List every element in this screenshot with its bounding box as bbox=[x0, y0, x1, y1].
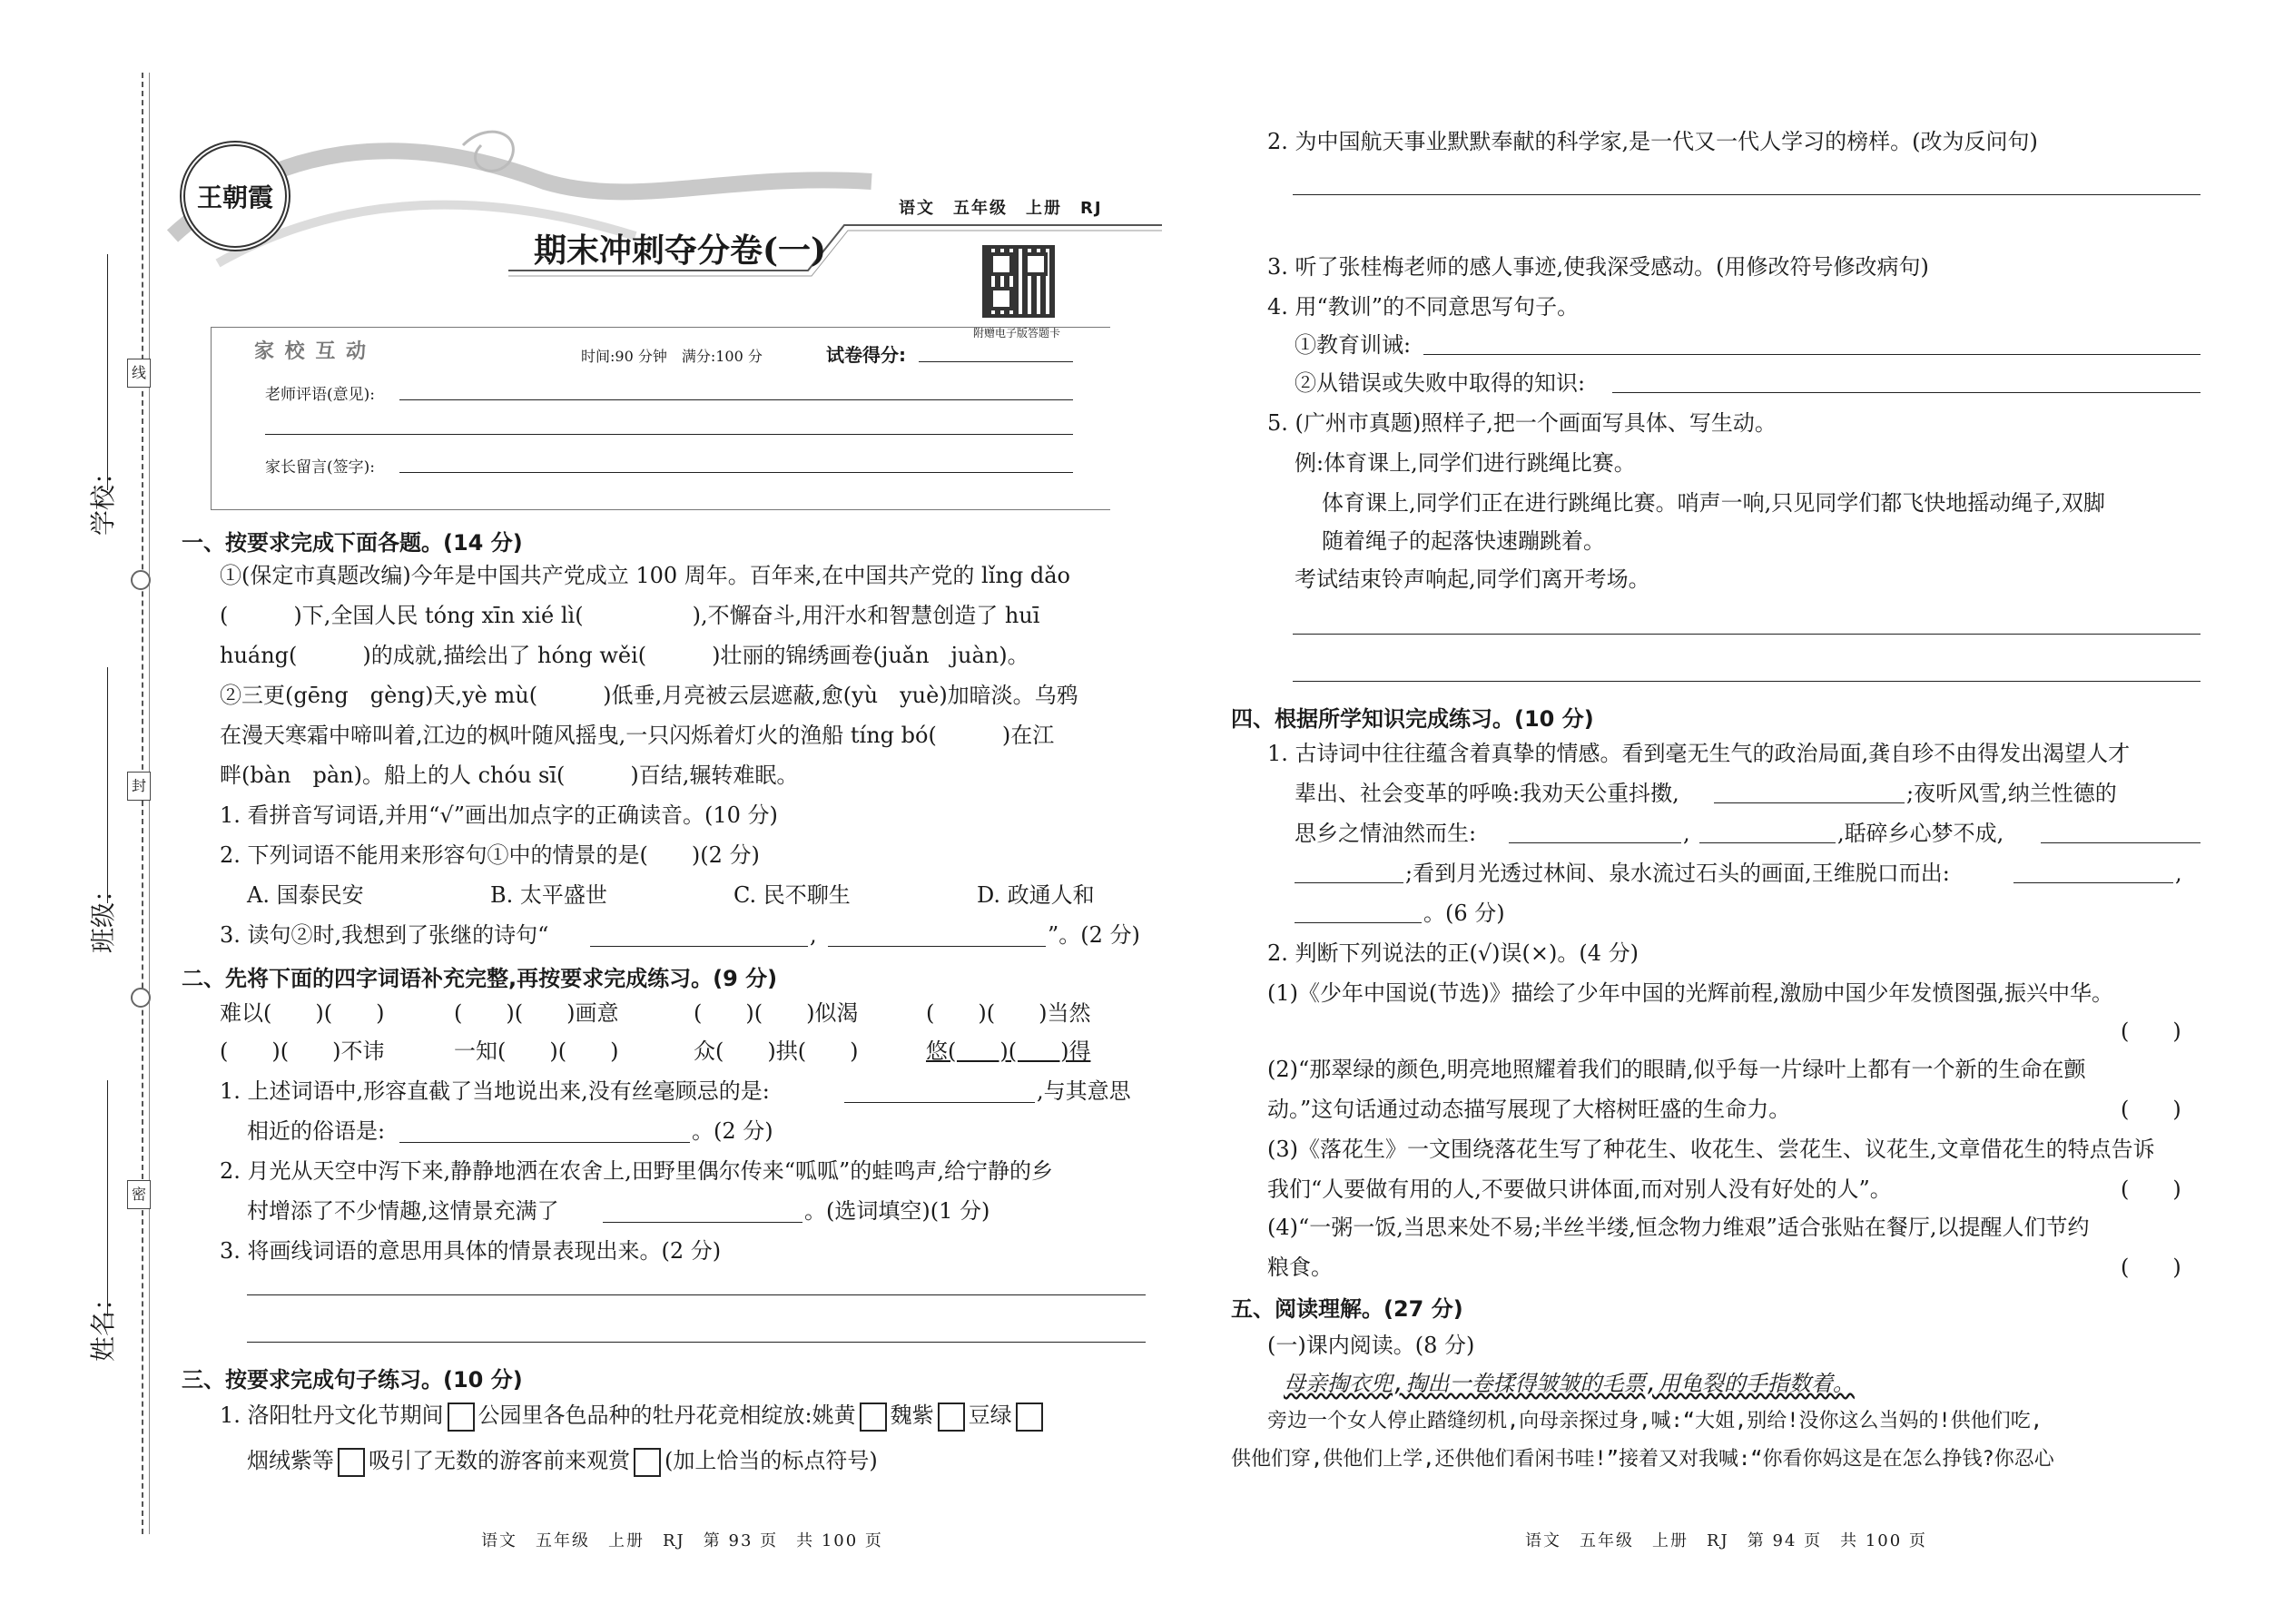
class-label: 班级： bbox=[88, 876, 118, 953]
s4-q1-tail: 。(6 分) bbox=[1423, 901, 1505, 926]
s4-judge-2-paren[interactable]: ( ) bbox=[2121, 1097, 2181, 1122]
seal-mark-bottom: 密 bbox=[127, 1180, 151, 1209]
s3-q1-text-e: 烟绒紫等 bbox=[247, 1448, 334, 1473]
section-4-title: 四、根据所学知识完成练习。(10 分) bbox=[1231, 706, 1594, 732]
s4-judge-2: (2)“那翠绿的颜色,明亮地照耀着我们的眼睛,似乎每一片绿叶上都有一个新的生命在颤 bbox=[1267, 1057, 2086, 1082]
r-q4-answer-1[interactable] bbox=[1423, 354, 2200, 355]
r-question-3: 3. 听了张桂梅老师的感人事迹,使我深受感动。(用修改符号修改病句) bbox=[1267, 254, 1929, 280]
parent-comment-field[interactable] bbox=[399, 472, 1073, 473]
section-3-title: 三、按要求完成句子练习。(10 分) bbox=[182, 1367, 523, 1393]
s2-word-7[interactable]: 众( )拱( ) bbox=[694, 1038, 859, 1064]
s4-q1-answer-5[interactable] bbox=[1295, 882, 1403, 883]
s1-option-b[interactable]: B. 太平盛世 bbox=[490, 882, 607, 908]
s4-judge-3-paren[interactable]: ( ) bbox=[2121, 1176, 2181, 1202]
right-page-footer: 语文 五年级 上册 RJ 第 94 页 共 100 页 bbox=[1525, 1531, 1927, 1550]
s4-judge-4-line2: 粮食。 bbox=[1267, 1255, 1333, 1280]
s1-q3-answer-1[interactable] bbox=[590, 946, 808, 947]
s2-question-1: 1. 上述词语中,形容直截了当地说出来,没有丝毫顾忌的是: bbox=[220, 1078, 770, 1104]
s2-q1-answer-2[interactable] bbox=[399, 1142, 690, 1143]
s1-passage-line: ②三更(gēng gèng)天,yè mù( )低垂,月亮被云层遮蔽,愈(yù yuè)加暗淡。乌鸦 bbox=[220, 683, 1078, 708]
s4-q1-answer-2[interactable] bbox=[1509, 842, 1681, 843]
qr-caption: 附赠电子版答题卡 bbox=[973, 327, 1061, 340]
s4-q1-line3c: ,聒碎乡心梦不成, bbox=[1837, 821, 2004, 846]
seal-mark-top: 线 bbox=[127, 359, 151, 388]
s4-q1-line3a: 思乡之情油然而生: bbox=[1295, 821, 1477, 846]
class-field[interactable] bbox=[107, 667, 108, 903]
s1-q3-answer-2[interactable] bbox=[828, 946, 1046, 947]
s2-word-8-underlined[interactable]: 悠( )( )得 bbox=[926, 1038, 1091, 1064]
punch-hole-icon bbox=[131, 570, 151, 590]
s3-q1-text-c: 魏紫 bbox=[890, 1403, 934, 1428]
s2-word-4[interactable]: ( )( )当然 bbox=[926, 1000, 1091, 1026]
name-field[interactable] bbox=[107, 1080, 108, 1316]
s4-judge-1: (1)《少年中国说(节选)》描绘了少年中国的光辉前程,激励中国少年发愤图强,振兴中华。 bbox=[1267, 980, 2113, 1006]
s1-question-2: 2. 下列词语不能用来形容句①中的情景的是( )(2 分) bbox=[220, 842, 760, 868]
s4-q1-answer-6[interactable] bbox=[2013, 882, 2173, 883]
s4-question-1: 1. 古诗词中往往蕴含着真挚的情感。看到毫无生气的政治局面,龚自珍不由得发出渴望人才 bbox=[1267, 741, 2131, 766]
s3-q1-text-d: 豆绿 bbox=[968, 1403, 1012, 1428]
r-q5-example: 例:体育课上,同学们进行跳绳比赛。 bbox=[1295, 450, 1636, 476]
s4-q1-line2b: ;夜听风雪,纳兰性德的 bbox=[1906, 781, 2117, 806]
s2-q3-answer-line-1[interactable] bbox=[247, 1294, 1146, 1295]
left-page-footer: 语文 五年级 上册 RJ 第 93 页 共 100 页 bbox=[481, 1531, 883, 1550]
s1-question-1: 1. 看拼音写词语,并用“√”画出加点字的正确读音。(10 分) bbox=[220, 802, 778, 828]
s2-question-2: 2. 月光从天空中泻下来,静静地洒在农舍上,田野里偶尔传来“呱呱”的蛙鸣声,给宁静的乡 bbox=[220, 1158, 1053, 1184]
r-q5-answer-1[interactable] bbox=[1293, 634, 2200, 635]
s3-q1-text-b: 公园里各色品种的牡丹花竞相绽放:姚黄 bbox=[478, 1403, 856, 1428]
s4-q1-line4b: , bbox=[2175, 861, 2182, 886]
score-label: 试卷得分: bbox=[826, 344, 906, 366]
r-q2-answer[interactable] bbox=[1293, 194, 2200, 195]
s4-q1-answer-1[interactable] bbox=[1714, 802, 1905, 803]
s2-q1-tail: 。(2 分) bbox=[692, 1118, 773, 1144]
binding-inner-line bbox=[149, 73, 150, 1534]
time-info: 时间:90 分钟 满分:100 分 bbox=[581, 348, 763, 365]
binding-dashed-line bbox=[142, 73, 143, 1534]
s4-q1-answer-3[interactable] bbox=[1699, 842, 1836, 843]
s1-q3-tail: ”。(2 分) bbox=[1048, 922, 1140, 948]
course-tag: 语文 五年级 上册 RJ bbox=[899, 199, 1103, 218]
s1-passage-line: 在漫天寒霜中啼叫着,江边的枫叶随风摇曳,一只闪烁着灯火的渔船 tíng bó( )在江 bbox=[220, 723, 1055, 748]
s2-q2-line2: 村增添了不少情趣,这情景充满了 bbox=[247, 1198, 559, 1224]
logo-text: 王朝霞 bbox=[196, 182, 273, 212]
s1-option-c[interactable]: C. 民不聊生 bbox=[733, 882, 851, 908]
s2-word-6[interactable]: 一知( )( ) bbox=[454, 1038, 619, 1064]
s2-word-3[interactable]: ( )( )似渴 bbox=[694, 1000, 859, 1026]
r-q4-answer-2[interactable] bbox=[1612, 392, 2200, 393]
qr-code-icon bbox=[982, 245, 1055, 318]
r-q4-item-1: ①教育训诫: bbox=[1295, 332, 1412, 358]
interaction-badge: 家 校 互 动 bbox=[254, 340, 368, 363]
school-label: 学校： bbox=[88, 458, 118, 536]
s4-judge-2-line2: 动。”这句话通过动态描写展现了大榕树旺盛的生命力。 bbox=[1267, 1097, 1791, 1122]
r-q5-example-line2: 体育课上,同学们正在进行跳绳比赛。哨声一响,只见同学们都飞快地摇动绳子,双脚 bbox=[1322, 490, 2105, 516]
s2-q3-answer-line-2[interactable] bbox=[247, 1342, 1146, 1343]
s2-word-1[interactable]: 难以( )( ) bbox=[220, 1000, 385, 1026]
s4-judge-3: (3)《落花生》一文围绕落花生写了种花生、收花生、尝花生、议花生,文章借花生的特点告诉 bbox=[1267, 1137, 2155, 1162]
s2-q2-answer[interactable] bbox=[603, 1222, 802, 1223]
score-field[interactable] bbox=[919, 361, 1073, 362]
r-q5-answer-2[interactable] bbox=[1293, 681, 2200, 682]
s3-q1-text-f: 吸引了无数的游客前来观赏 bbox=[369, 1448, 630, 1473]
r-q5-example-line3: 随着绳子的起落快速蹦跳着。 bbox=[1322, 528, 1605, 554]
teacher-comment-field[interactable] bbox=[399, 399, 1073, 400]
seal-mark-middle: 封 bbox=[127, 772, 151, 801]
r-q4-item-2: ②从错误或失败中取得的知识: bbox=[1295, 370, 1586, 396]
s1-option-a[interactable]: A. 国泰民安 bbox=[247, 882, 364, 908]
name-label: 姓名： bbox=[88, 1284, 118, 1362]
s2-word-5[interactable]: ( )( )不讳 bbox=[220, 1038, 385, 1064]
page-title: 期末冲刺夺分卷(一) bbox=[534, 231, 827, 270]
punch-hole-icon bbox=[131, 988, 151, 1008]
s4-q1-line2a: 辈出、社会变革的呼唤:我劝天公重抖擞, bbox=[1295, 781, 1679, 806]
s3-question-1-line2 bbox=[247, 1446, 878, 1477]
punctuation-box[interactable] bbox=[634, 1448, 661, 1477]
r-question-4: 4. 用“教训”的不同意思写句子。 bbox=[1267, 294, 1580, 320]
s2-q2-tail: 。(选词填空)(1 分) bbox=[804, 1198, 990, 1224]
s2-q1-answer-1[interactable] bbox=[844, 1102, 1035, 1103]
section-1-title: 一、按要求完成下面各题。(14 分) bbox=[182, 530, 523, 556]
s4-judge-1-paren[interactable]: ( ) bbox=[2121, 1019, 2181, 1044]
section-2-title: 二、先将下面的四字词语补充完整,再按要求完成练习。(9 分) bbox=[182, 966, 778, 991]
s4-judge-3-line2: 我们“人要做有用的人,不要做只讲体面,而对别人没有好处的人”。 bbox=[1267, 1176, 1892, 1202]
r-question-2: 2. 为中国航天事业默默奉献的科学家,是一代又一代人学习的榜样。(改为反问句) bbox=[1267, 129, 2038, 154]
punctuation-box[interactable] bbox=[448, 1403, 475, 1432]
logo-seal bbox=[180, 141, 290, 251]
punctuation-box[interactable] bbox=[338, 1448, 365, 1477]
punctuation-box[interactable] bbox=[1016, 1403, 1043, 1432]
s4-q1-line4a: ;看到月光透过林间、泉水流过石头的画面,王维脱口而出: bbox=[1405, 861, 1950, 886]
s1-q3-comma: , bbox=[810, 922, 817, 948]
s5-reading-line: 供他们穿,供他们上学,还供他们看闲书哇!”接着又对我喊:“你看你妈这是在怎么挣钱?你忍心 bbox=[1231, 1448, 2054, 1471]
r-question-5: 5. (广州市真题)照样子,把一个画面写具体、写生动。 bbox=[1267, 410, 1777, 436]
teacher-comment-field-2[interactable] bbox=[265, 434, 1073, 435]
s4-q1-answer-4[interactable] bbox=[2041, 842, 2200, 843]
s4-q1-line3b: , bbox=[1683, 821, 1690, 846]
s1-question-3: 3. 读句②时,我想到了张继的诗句“ bbox=[220, 922, 549, 948]
s4-judge-4-paren[interactable]: ( ) bbox=[2121, 1255, 2181, 1280]
s2-q1-mid: ,与其意思 bbox=[1037, 1078, 1131, 1104]
s4-question-2: 2. 判断下列说法的正(√)误(×)。(4 分) bbox=[1267, 940, 1639, 966]
s5-reading-wavy: 母亲掏衣兜,掏出一卷揉得皱皱的毛票,用龟裂的手指数着。 bbox=[1284, 1371, 1855, 1396]
s5-reading-line: 旁边一个女人停止踏缝纫机,向母亲探过身,喊:“大姐,别给!没你这么当妈的!供他们吃, bbox=[1267, 1410, 2043, 1432]
s2-q1-line2: 相近的俗语是: bbox=[247, 1118, 386, 1144]
s1-passage-line: huáng( )的成就,描绘出了 hóng wěi( )壮丽的锦绣画卷(juǎn juàn)。 bbox=[220, 643, 1029, 668]
binding-strip bbox=[0, 0, 154, 1624]
s1-passage-line: ( )下,全国人民 tóng xīn xié lì( ),不懈奋斗,用汗水和智慧创造了 huī bbox=[220, 603, 1040, 628]
s3-q1-text-a: 1. 洛阳牡丹文化节期间 bbox=[220, 1403, 444, 1428]
s1-passage-line: 畔(bàn pàn)。船上的人 chóu sī( )百结,辗转难眠。 bbox=[220, 763, 799, 788]
s2-word-2[interactable]: ( )( )画意 bbox=[454, 1000, 619, 1026]
r-q5-task: 考试结束铃声响起,同学们离开考场。 bbox=[1295, 566, 1650, 592]
s3-q1-text-g: (加上恰当的标点符号) bbox=[665, 1448, 878, 1473]
parent-comment-label: 家长留言(签字): bbox=[265, 458, 375, 477]
teacher-comment-label: 老师评语(意见): bbox=[265, 386, 375, 404]
s2-question-3: 3. 将画线词语的意思用具体的情景表现出来。(2 分) bbox=[220, 1238, 722, 1264]
punctuation-box[interactable] bbox=[860, 1403, 887, 1432]
school-field[interactable] bbox=[107, 254, 108, 490]
punctuation-box[interactable] bbox=[938, 1403, 965, 1432]
s1-option-d[interactable]: D. 政通人和 bbox=[977, 882, 1095, 908]
s4-judge-4: (4)“一粥一饭,当思来处不易;半丝半缕,恒念物力维艰”适合张贴在餐厅,以提醒人们节约 bbox=[1267, 1215, 2090, 1240]
section-5-title: 五、阅读理解。(27 分) bbox=[1231, 1296, 1463, 1322]
s5-subsection: (一)课内阅读。(8 分) bbox=[1267, 1333, 1475, 1358]
s3-question-1 bbox=[220, 1401, 1047, 1432]
s4-q1-answer-7[interactable] bbox=[1295, 922, 1422, 923]
s1-passage-line: ①(保定市真题改编)今年是中国共产党成立 100 周年。百年来,在中国共产党的 lǐng dǎo bbox=[220, 563, 1070, 588]
